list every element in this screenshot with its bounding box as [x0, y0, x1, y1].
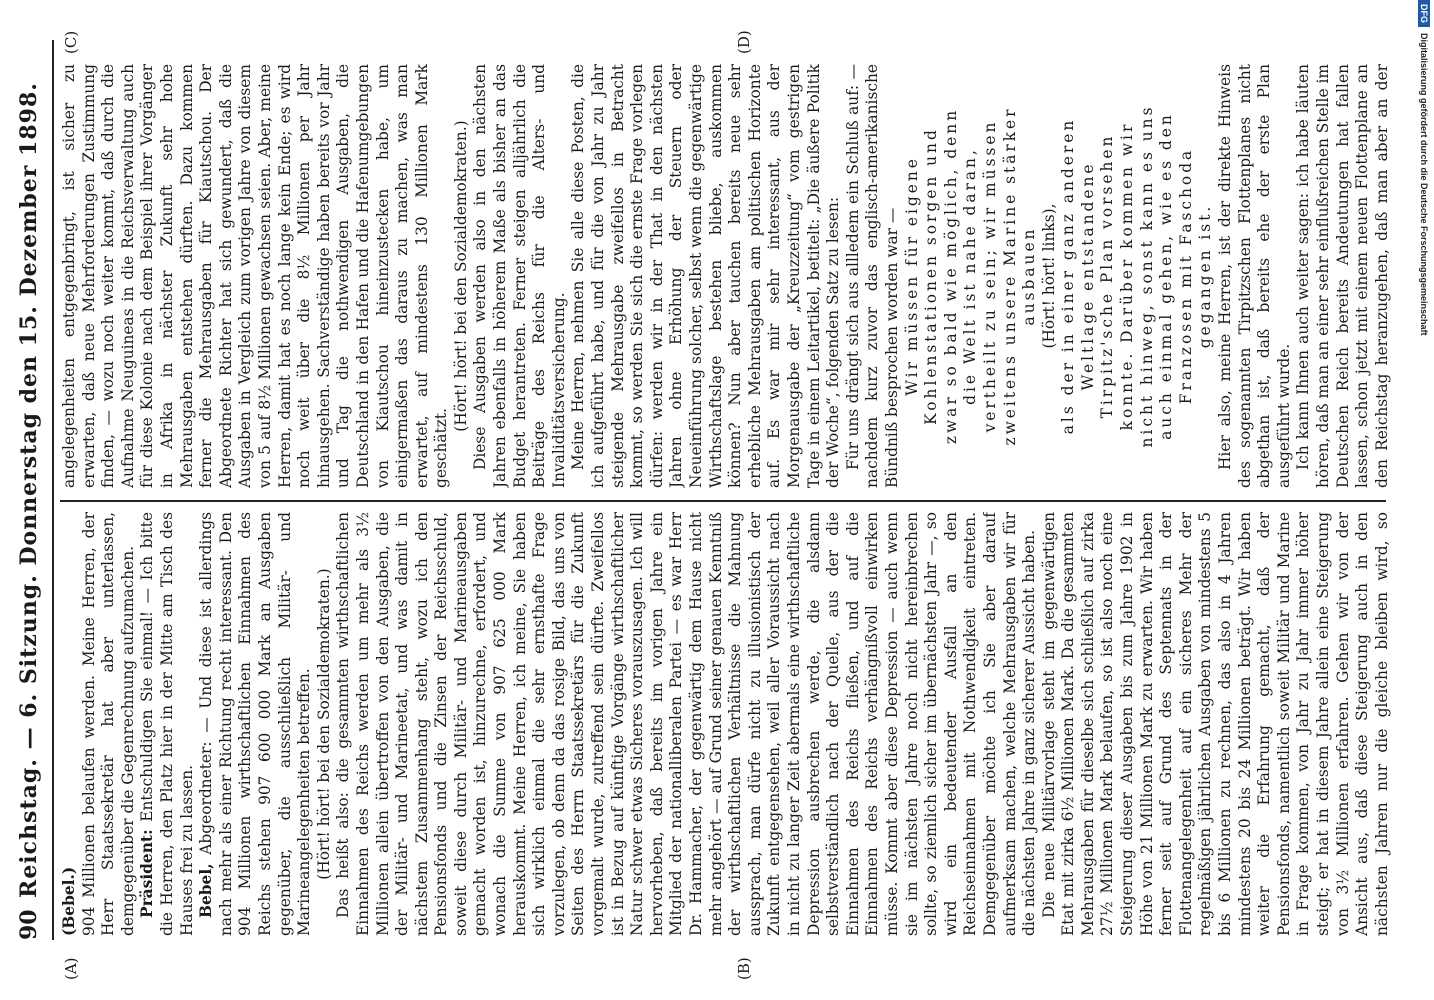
quotation: Wir müssen für eigene Kohlenstationen sorgen und zwar so bald wie möglich, denn die Welt ist nahe daran, vertheilt zu sein; wir müssen zweitens unsere Marine stärker ausbauen — [902, 106, 1039, 446]
speaker-name: Präsident: — [138, 829, 157, 918]
paragraph: Diese Ausgaben werden also in den nächsten Jahren ebenfalls in höherem Maße als bisher an das Budget herantreten. Ferner steigen alljährlich die Beiträge des Reichs für die Alters- und Invaliditätsversicherung. — [471, 64, 568, 488]
right-column — [60, 64, 1392, 488]
margin-letter-c: (C) — [62, 30, 80, 54]
paragraph: 904 Millionen belaufen werden. Meine Herren, der Herr Staatssekretär hat aber unterlassen, demgegenüber die Gegenrechnung aufzumachen. — [79, 512, 137, 936]
interjection: (Hört! hört! bei den Sozialdemokraten.) — [314, 568, 333, 880]
interjection: (Hört! hört! links), — [1039, 203, 1058, 349]
paragraph-text: Entschuldigen Sie einmal! — Ich bitte die Herren, den Platz hier in der Mitte am Tisch des Hauses frei zu lassen. — [138, 512, 196, 936]
quotation: als der in einer ganz anderen Weltlage entstandene Tirpitz'sche Plan vorsehen konnte. Darüber kommen wir nicht hinweg, sonst kann es uns auch einmal gehen, wie es den Franzosen mit Faschoda gegangen ist. — [1059, 104, 1215, 448]
dfg-logo: DFG — [1418, 0, 1430, 27]
interjection: (Hört! hört! bei den Sozialdemokraten.) — [451, 120, 470, 432]
digitization-strip — [1414, 0, 1434, 1000]
paragraph-text: Abgeordneter: — Und diese ist allerdings nach mehr als einer Richtung recht interessant. Den 904 Millionen wirthschaftlichen Einnahmen des Reichs stehen 907 600 000 Mark an Ausgaben gegenüber, die ausschließlich Militär- und Marineangelegenheiten betreffen. — [197, 512, 314, 936]
paragraph: Das heißt also: die gesammten wirthschaftlichen Einnahmen des Reichs werden um mehr als 3½ Millionen allein übertroffen von den Ausgaben, die der Militär- und Marineetat, und was damit in nächstem Zusammenhang steht, wozu ich den Pensionsfonds und die Zinsen der Reichsschuld, soweit diese durch Militär- und Marineausgaben gemacht worden ist, hinzurechne, erfordert, und wonach die Summe von 907 625 000 Mark herauskommt. Meine Herren, ich meine, Sie haben sich wirklich einmal die sehr ernsthafte Frage vorzulegen, ob denn da das rosige Bild, das uns von Seiten des Herrn Staatssekretärs für die Zukunft vorgemalt wurde, zutreffend sein dürfte. Zweifellos ist in Bezug auf künftige Vorgänge wirthschaftlicher Natur schwer etwas Sicheres vorauszusagen. Ich will hervorheben, daß bereits im vorigen Jahre ein Mitglied der nationalliberalen Partei — es war Herr Dr. Hammacher, der gegenwärtig dem Hause nicht mehr angehört — auf Grund seiner genauen Kenntniß der wirthschaftlichen Verhältnisse die Mahnung aussprach, man dürfe nicht zu illusionistisch der Zukunft entgegensehen, weil aller Voraussicht nach in nicht zu langer Zeit abermals eine wirthschaftliche Depression ausbrechen werde, die alsdann selbstverständlich nach der Quelle, aus der die Einnahmen des Reichs fließen, und auf die Einnahmen des Reichs verhängnißvoll einwirken müsse. Kommt aber diese Depression — auch wenn sie im nächsten Jahre noch nicht hereinbrechen sollte, so ziemlich sicher im übernächsten Jahr —, so wird ein bedeutender Ausfall an den Reichseinnahmen mit Nothwendigkeit eintreten. Demgegenüber möchte ich Sie aber darauf aufmerksam machen, welche Mehrausgaben wir für die nächsten Jahre in ganz sicherer Aussicht haben. — [334, 512, 1039, 936]
page-header — [10, 40, 50, 940]
margin-letter-d: (D) — [735, 30, 753, 54]
speaker-name: (Bebel.) — [60, 866, 78, 936]
paragraph — [197, 512, 315, 936]
paragraph: Meine Herren, nehmen Sie alle diese Posten, die ich aufgeführt habe, und für die von Jahr zu Jahr steigende Mehrausgabe zweifellos in Betracht kommt, so werden Sie sich die ernste Frage vorlegen dürfen: werden wir in der That in den nächsten Jahren ohne Erhöhung der Steuern oder Neueinführung solcher, selbst wenn die gegenwärtige Wirthschaftslage bestehen bliebe, auskommen können? Nun aber tauchen bereits neue sehr erhebliche Mehrausgaben am politischen Horizonte auf. Es war mir sehr interessant, aus der Morgenausgabe der „Kreuzzeitung“ vom gestrigen Tage in einem Leitartikel, betitelt: „Die äußere Politik der Woche“, folgenden Satz zu lesen: — [569, 64, 843, 488]
column-divider — [60, 500, 1386, 502]
header-rule — [52, 40, 54, 940]
paragraph — [60, 512, 80, 936]
paragraph: angelegenheiten entgegenbringt, ist sicher zu erwarten, daß neue Mehrforderungen Zustimmung finden, — wozu noch weiter kommt, daß durch die Aufnahme Neuguineas in die Reichsverwaltung auch für diese Kolonie nach dem Beispiel ihrer Vorgänger in Afrika in nächster Zukunft sehr hohe Mehrausgaben entstehen dürften. Dazu kommen ferner die Mehrausgaben für Kiautschou. Der Abgeordnete Richter hat sich gewundert, daß die Ausgaben in Vergleich zum vorigen Jahre von diesem von 5 auf 8½ Millionen gewachsen seien. Aber, meine Herren, damit hat es noch lange kein Ende; es wird noch weit über die 8½ Millionen per Jahr hinausgehen. Sachverständige haben bereits vor Jahr und Tag die nothwendigen Ausgaben, die Deutschland in den Hafen und die Hafenumgebungen von Kiautschou hineinzustecken habe, um einigermaßen das daraus zu machen, was man erwartet, auf mindestens 130 Millionen Mark geschätzt. — [60, 64, 451, 488]
paragraph: Ich kann Ihnen auch weiter sagen: ich habe läuten hören, daß man an einer sehr einflußreichen Stelle im Deutschen Reich bereits Andeutungen hat fallen lassen, schon jetzt mit einem neuen Flottenplane an den Reichstag heranzugehen, daß man aber an der — [1294, 64, 1391, 488]
speaker-name: Bebel, — [197, 863, 216, 918]
digitization-text: Digitalisierung gefördert durch die Deutsche Forschungsgemeinschaft — [1419, 33, 1429, 336]
digitization-note — [1414, 0, 1434, 1000]
paragraph: Die neue Militärvorlage steht im gegenwärtigen Etat mit zirka 6½ Millionen Mark. Da die gesammten Mehrausgaben für dieselbe sich schließlich auf zirka 27½ Millionen Mark belaufen, so ist also noch eine Steigerung dieser Ausgaben bis zum Jahre 1902 in Höhe von 21 Millionen Mark zu erwarten. Wir haben ferner seit auf Grund des Septennats in der Flottenangelegenheit auf ein sicheres Mehr der regelmäßigen jährlichen Ausgaben von mindestens 5 bis 6 Millionen zu rechnen, das also in 4 Jahren mindestens 20 bis 24 Millionen beträgt. Wir haben weiter die Erfahrung gemacht, daß der Pensionsfonds, namentlich soweit Militär und Marine in Frage kommen, von Jahr zu Jahr immer höher steigt; er hat in diesem Jahre allein eine Steigerung von 3½ Millionen erfahren. Gehen wir von der Ansicht aus, daß diese Steigerung auch in den nächsten Jahren nur die gleiche bleiben wird, so — [1039, 512, 1391, 936]
left-column — [60, 512, 1392, 936]
paragraph — [138, 512, 197, 936]
page-title: Reichstag. — 6. Sitzung. Donnerstag den 15. Dezember 1898. — [16, 82, 42, 898]
paragraph: Hier also, meine Herren, ist der direkte Hinweis des sogenannten Tirpitzschen Flottenplanes nicht abgethan ist, daß bereits ehe der erste Plan ausgeführt wurde. — [1216, 64, 1293, 488]
margin-letter-a: (A) — [62, 957, 80, 980]
paragraph: Für uns drängt sich aus allledem ein Schluß auf: — nachdem kurz zuvor das englisch-amerikanische Bündniß besprochen worden war — — [843, 64, 901, 488]
margin-letter-b: (B) — [735, 957, 753, 980]
page-number: 90 — [16, 909, 42, 940]
